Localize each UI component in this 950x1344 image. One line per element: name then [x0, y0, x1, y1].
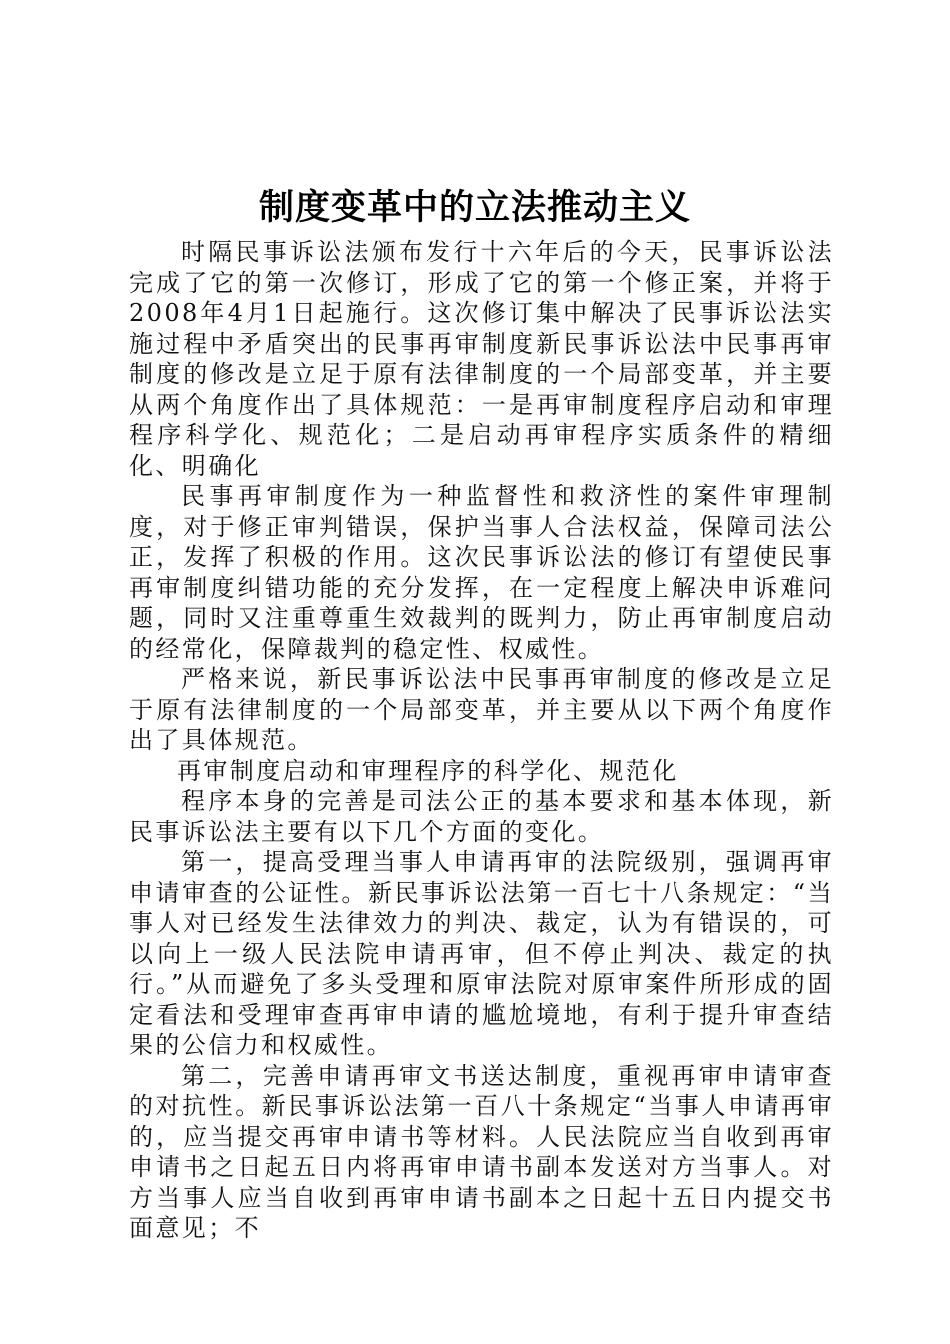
paragraph: 第一，提高受理当事人申请再审的法院级别，强调再审申请审查的公证性。新民事诉讼法第一百七十八条规定：“当事人对已经发生法律效力的判决、裁定，认为有错误的，可以向上一级人民法院申请再审，但不停止判决、裁定的执行。”从而避免了多头受理和原审法院对原审案件所形成的固定看法和受理审查再审申请的尴尬境地，有利于提升审查结果的公信力和权威性。	[129, 848, 834, 1059]
paragraph: 民事再审制度作为一种监督性和救济性的案件审理制度，对于修正审判错误，保护当事人合法权益，保障司法公正，发挥了积极的作用。这次民事诉讼法的修订有望使民事再审制度纠错功能的充分发挥，在一定程度上解决申诉难问题，同时又注重尊重生效裁判的既判力，防止再审制度启动的经常化，保障裁判的稳定性、权威性。	[129, 482, 834, 663]
document-body	[129, 237, 834, 1244]
document-title: 制度变革中的立法推动主义	[258, 187, 691, 228]
section-heading: 再审制度启动和审理程序的科学化、规范化	[177, 756, 679, 785]
paragraph: 第二，完善申请再审文书送达制度，重视再审申请审查的对抗性。新民事诉讼法第一百八十条规定“当事人申请再审的，应当提交再审申请书等材料。人民法院应当自收到再审申请书之日起五日内将再审申请书副本发送对方当事人。对方当事人应当自收到再审申请书副本之日起十五日内提交书面意见；不	[129, 1061, 834, 1242]
paragraph: 严格来说，新民事诉讼法中民事再审制度的修改是立足于原有法律制度的一个局部变革，并主要从以下两个角度作出了具体规范。	[129, 665, 834, 754]
paragraph: 程序本身的完善是司法公正的基本要求和基本体现，新民事诉讼法主要有以下几个方面的变化。	[129, 787, 834, 846]
paragraph: 时隔民事诉讼法颁布发行十六年后的今天，民事诉讼法完成了它的第一次修订，形成了它的第一个修正案，并将于2008年4月1日起施行。这次修订集中解决了民事诉讼法实施过程中矛盾突出的民事再审制度新民事诉讼法中民事再审制度的修改是立足于原有法律制度的一个局部变革，并主要从两个角度作出了具体规范：一是再审制度程序启动和审理程序科学化、规范化；二是启动再审程序实质条件的精细化、明确化	[129, 238, 834, 480]
